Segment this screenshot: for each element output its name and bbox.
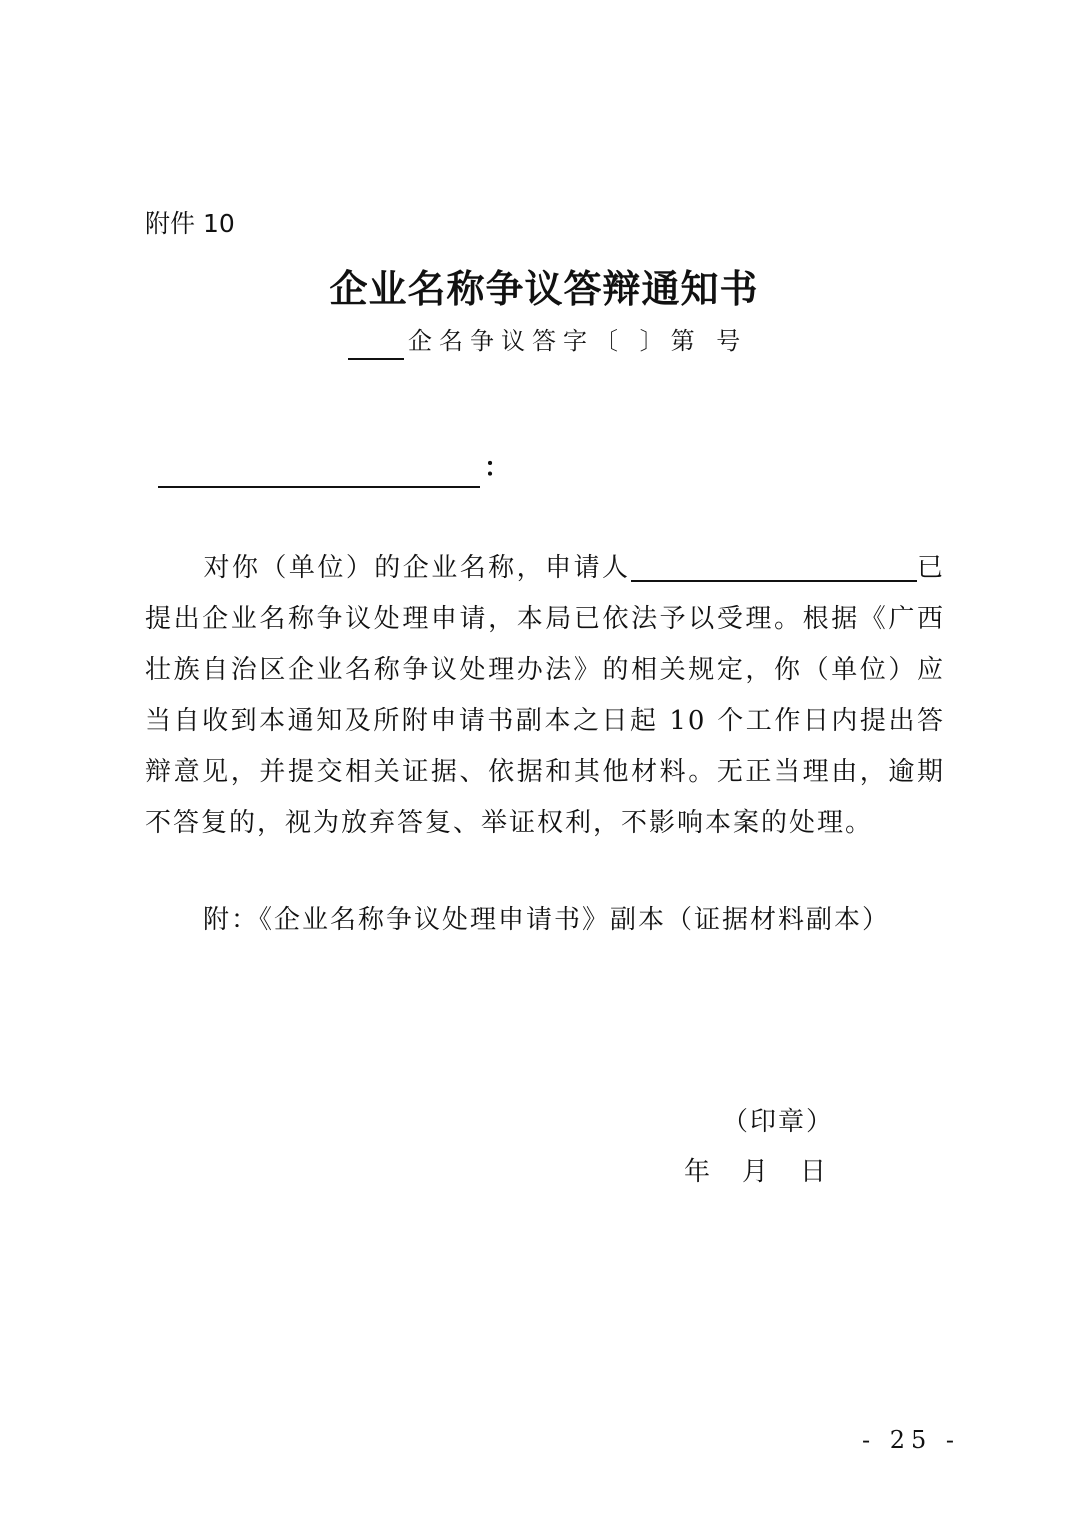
seal-label: （印章）: [722, 1107, 835, 1137]
document-title: 企业名称争议答辩通知书: [329, 266, 759, 311]
date-line: [684, 1152, 826, 1192]
document-number-blank: [348, 330, 404, 360]
date-year: 年: [684, 1157, 711, 1187]
addressee-blank: [158, 456, 480, 488]
attachment-label: 附件 10: [145, 209, 235, 238]
addressee-colon: ：: [484, 453, 511, 483]
document-number: [348, 322, 747, 360]
document-number-suffix: 企名争议答字〔 〕第 号: [408, 327, 748, 355]
date-month: 月: [742, 1157, 769, 1187]
applicant-blank: [631, 550, 917, 582]
page-number: - 25 -: [862, 1426, 961, 1454]
notice-body: [145, 543, 945, 849]
addressee-line: [158, 448, 510, 488]
date-day: 日: [800, 1157, 827, 1187]
attachment-note: 附：《企业名称争议处理申请书》副本（证据材料副本）: [203, 905, 891, 935]
body-main: 已提出企业名称争议处理申请，本局已依法予以受理。根据《广西壮族自治区企业名称争议处理办法》的相关规定，你（单位）应当自收到本通知及所附申请书副本之日起 10 个工作日内提出答辩意见，并提交相关证据、依据和其他材料。无正当理由，逾期不答复的，视为放弃答复、举证权利，不影响本案的处理。: [145, 553, 945, 838]
body-lead: 对你（单位）的企业名称，申请人: [203, 553, 631, 583]
